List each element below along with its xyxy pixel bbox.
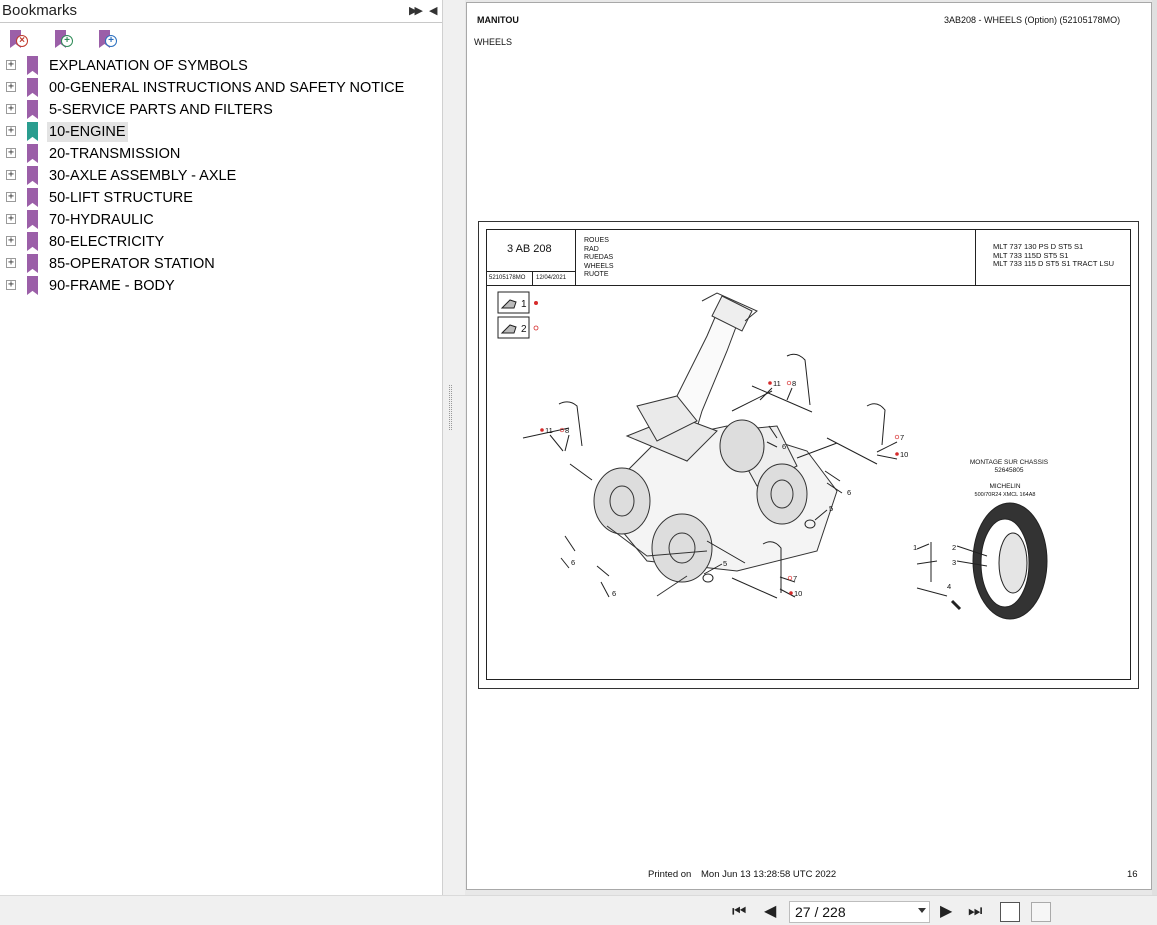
bookmark-icon: [27, 188, 38, 207]
page-number-combo[interactable]: 27 / 228: [789, 901, 930, 923]
model-3: MLT 733 115 D ST5 S1 TRACT LSU: [993, 259, 1115, 268]
callout-8-top: 8: [792, 379, 797, 388]
bookmark-label: 5-SERVICE PARTS AND FILTERS: [49, 102, 273, 118]
bookmark-icon: [27, 144, 38, 163]
bookmark-icon: [27, 100, 38, 119]
title-block-vline-2: [975, 229, 976, 285]
tyre-label-4: 4: [947, 582, 952, 591]
expand-toggle-icon[interactable]: +: [7, 125, 15, 136]
callout-8-left: 8: [565, 426, 570, 435]
bookmark-item[interactable]: [0, 77, 442, 99]
callout-10-bottom: 10: [794, 589, 803, 598]
add-sub-bookmark-icon: +: [105, 35, 117, 47]
bookmark-label: 20-TRANSMISSION: [49, 146, 181, 162]
bookmark-icon: [27, 56, 38, 75]
callout-5-a: 5: [829, 504, 834, 513]
bookmark-label: 50-LIFT STRUCTURE: [49, 190, 193, 206]
bookmark-label: 90-FRAME - BODY: [49, 278, 175, 294]
title-block-ref: 52105178MO: [489, 275, 526, 281]
splitter-grip[interactable]: [449, 385, 452, 430]
callout-10-right: 10: [900, 450, 909, 459]
name-fr: ROUES: [584, 237, 609, 244]
add-bookmark-icon: +: [61, 35, 73, 47]
callout-11-left: 11: [545, 426, 553, 435]
bookmark-item[interactable]: [0, 121, 442, 143]
bookmark-item[interactable]: [0, 209, 442, 231]
bookmarks-list: [0, 55, 442, 297]
legend-dot-hollow: [534, 326, 538, 330]
bookmark-icon: [27, 122, 38, 141]
bookmark-item[interactable]: [0, 55, 442, 77]
bookmark-item[interactable]: [0, 99, 442, 121]
expand-toggle-icon[interactable]: +: [7, 235, 15, 246]
title-block-vline-1: [575, 229, 576, 285]
mount-title: MONTAGE SUR CHASSIS: [969, 459, 1049, 466]
bookmark-item[interactable]: [0, 253, 442, 275]
model-2: MLT 733 115D ST5 S1: [993, 250, 1069, 260]
title-block-hline: [486, 271, 575, 272]
exploded-parts-drawing: [487, 286, 1130, 678]
bookmark-label: 30-AXLE ASSEMBLY - AXLE: [49, 168, 237, 184]
add-sub-bookmark-button[interactable]: [96, 29, 118, 51]
bookmark-item[interactable]: [0, 165, 442, 187]
expand-toggle-icon[interactable]: +: [7, 59, 15, 70]
doc-header-right: 3AB208 - WHEELS (Option) (52105178MO): [944, 15, 1121, 25]
bookmark-icon: [27, 232, 38, 251]
legend-hand-icon-2: [502, 325, 516, 333]
bookmark-label: 70-HYDRAULIC: [49, 212, 154, 228]
expand-toggle-icon[interactable]: +: [7, 147, 15, 158]
title-block-names: [584, 237, 614, 280]
callout-6-a: 6: [782, 442, 787, 451]
name-en: WHEELS: [584, 262, 614, 270]
bookmark-item[interactable]: [0, 275, 442, 297]
tyre-detail-drawing: [931, 503, 1047, 619]
callout-6-d: 6: [612, 589, 617, 598]
bookmark-icon: [27, 276, 38, 295]
tyre-label-3: 3: [952, 558, 957, 567]
expand-toggle-icon[interactable]: +: [7, 213, 15, 224]
expand-toggle-icon[interactable]: +: [7, 169, 15, 180]
bookmark-icon: [27, 210, 38, 229]
add-bookmark-button[interactable]: [52, 29, 74, 51]
bookmark-icon: [27, 254, 38, 273]
panel-splitter[interactable]: [444, 0, 465, 895]
previous-page-icon[interactable]: ◀: [764, 903, 777, 920]
navigation-toolbar: [0, 895, 1157, 925]
legend-dot-filled: [534, 301, 538, 305]
bookmark-item[interactable]: [0, 143, 442, 165]
bookmark-label: 80-ELECTRICITY: [49, 234, 165, 250]
bookmark-icon: [27, 166, 38, 185]
collapse-panel-icon[interactable]: ◀: [429, 5, 438, 17]
title-block-models: [993, 243, 1114, 269]
expand-panel-icon[interactable]: ▶▶: [409, 5, 420, 17]
last-page-icon[interactable]: ⏭: [968, 903, 983, 920]
bookmark-item[interactable]: [0, 231, 442, 253]
model-1: MLT 737 130 PS D ST5 S1: [993, 242, 1084, 251]
bookmark-label: EXPLANATION OF SYMBOLS: [49, 58, 248, 74]
title-block-code: 3 AB 208: [507, 243, 552, 255]
next-page-icon[interactable]: ▶: [940, 903, 953, 920]
bookmarks-title: Bookmarks: [2, 2, 78, 19]
bookmark-label: 85-OPERATOR STATION: [49, 256, 215, 272]
remove-bookmark-icon: ×: [16, 35, 28, 47]
mount-brand: MICHELIN: [989, 483, 1021, 490]
forward-history-icon[interactable]: [1031, 902, 1051, 922]
remove-bookmark-button[interactable]: [7, 29, 29, 51]
legend-hand-icon-1: [502, 300, 516, 308]
bookmarks-panel: [0, 0, 443, 895]
callout-7-bottom: 7: [793, 574, 798, 583]
telehandler-body: [594, 293, 837, 596]
bookmark-icon: [27, 78, 38, 97]
tyre-label-2: 2: [952, 543, 957, 552]
callout-5-b: 5: [723, 559, 728, 568]
callout-11-top: 11: [773, 379, 781, 388]
expand-toggle-icon[interactable]: +: [7, 279, 15, 290]
first-page-icon[interactable]: ⏮: [732, 903, 747, 920]
page-dropdown-arrow-icon[interactable]: [918, 908, 926, 913]
title-block-date: 12/04/2021: [536, 275, 567, 281]
name-it: RUOTE: [584, 271, 609, 278]
footer-date: Mon Jun 13 13:28:58 UTC 2022: [701, 869, 837, 880]
expand-toggle-icon[interactable]: +: [7, 103, 15, 114]
tyre-label-1: 1: [913, 543, 918, 552]
mount-part: 52645805: [994, 467, 1024, 474]
bookmark-item[interactable]: [0, 187, 442, 209]
callout-6-c: 6: [571, 558, 576, 567]
doc-brand: MANITOU: [477, 15, 519, 25]
name-es: RUEDAS: [584, 254, 614, 261]
name-de: RAD: [584, 245, 599, 253]
legend-num-1: 1: [521, 299, 527, 310]
back-history-icon[interactable]: [1000, 902, 1020, 922]
guard-top-right: [752, 354, 812, 412]
expand-toggle-icon[interactable]: +: [7, 191, 15, 202]
viewer-scrollbar[interactable]: [1152, 0, 1157, 895]
doc-section: WHEELS: [474, 37, 513, 47]
guard-left: [523, 402, 582, 446]
mount-tyre: 500/70R24 XMCL 164A8: [974, 492, 1036, 498]
bookmarks-header: [0, 0, 442, 23]
expand-toggle-icon[interactable]: +: [7, 257, 15, 268]
title-block-vline-3: [532, 271, 533, 285]
callout-7-right: 7: [900, 433, 905, 442]
bookmark-label: 00-GENERAL INSTRUCTIONS AND SAFETY NOTICE: [49, 80, 405, 96]
doc-page-number: 16: [1127, 869, 1138, 880]
bookmarks-toolbar: [0, 23, 442, 55]
bookmark-label: 10-ENGINE: [49, 124, 126, 140]
expand-toggle-icon[interactable]: +: [7, 81, 15, 92]
legend-num-2: 2: [521, 324, 527, 335]
guard-right: [827, 404, 885, 464]
callout-6-b: 6: [847, 488, 852, 497]
footer-label: Printed on: [648, 869, 692, 880]
